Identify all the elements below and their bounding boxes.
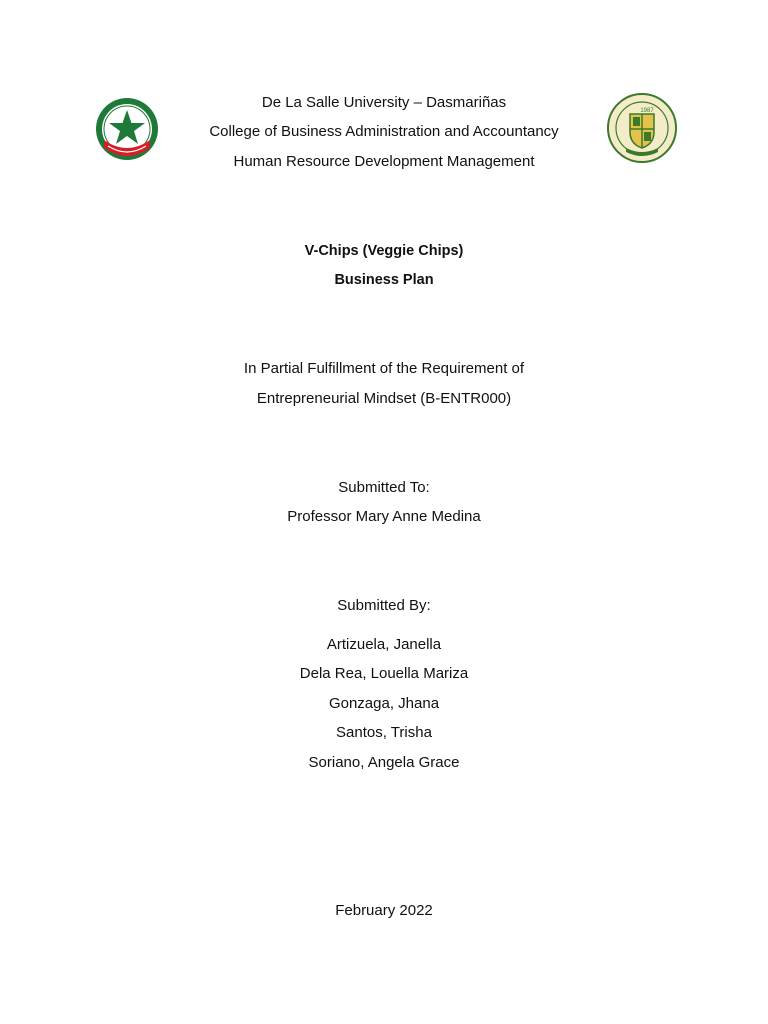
program-name: Human Resource Development Management — [233, 153, 535, 170]
submitted-to-label: Submitted To: — [338, 479, 430, 496]
fulfillment-line-2: Entrepreneurial Mindset (B-ENTR000) — [256, 390, 512, 407]
product-title: V-Chips (Veggie Chips) — [304, 243, 464, 259]
college-name: College of Business Administration and Accountancy — [209, 123, 559, 140]
submitted-by-label: Submitted By: — [337, 597, 431, 614]
member-name: Soriano, Angela Grace — [308, 754, 460, 771]
document-title: Business Plan — [334, 272, 434, 288]
submitted-to-name: Professor Mary Anne Medina — [287, 508, 481, 525]
submission-date: February 2022 — [335, 902, 433, 919]
member-name: Santos, Trisha — [336, 724, 432, 741]
member-name: Gonzaga, Jhana — [328, 695, 440, 712]
member-name: Dela Rea, Louella Mariza — [299, 665, 469, 682]
fulfillment-line-1: In Partial Fulfillment of the Requirement of — [243, 360, 525, 377]
seal-year: 1987 — [640, 108, 654, 114]
university-name: De La Salle University – Dasmariñas — [261, 94, 507, 111]
member-name: Artizuela, Janella — [326, 636, 442, 653]
